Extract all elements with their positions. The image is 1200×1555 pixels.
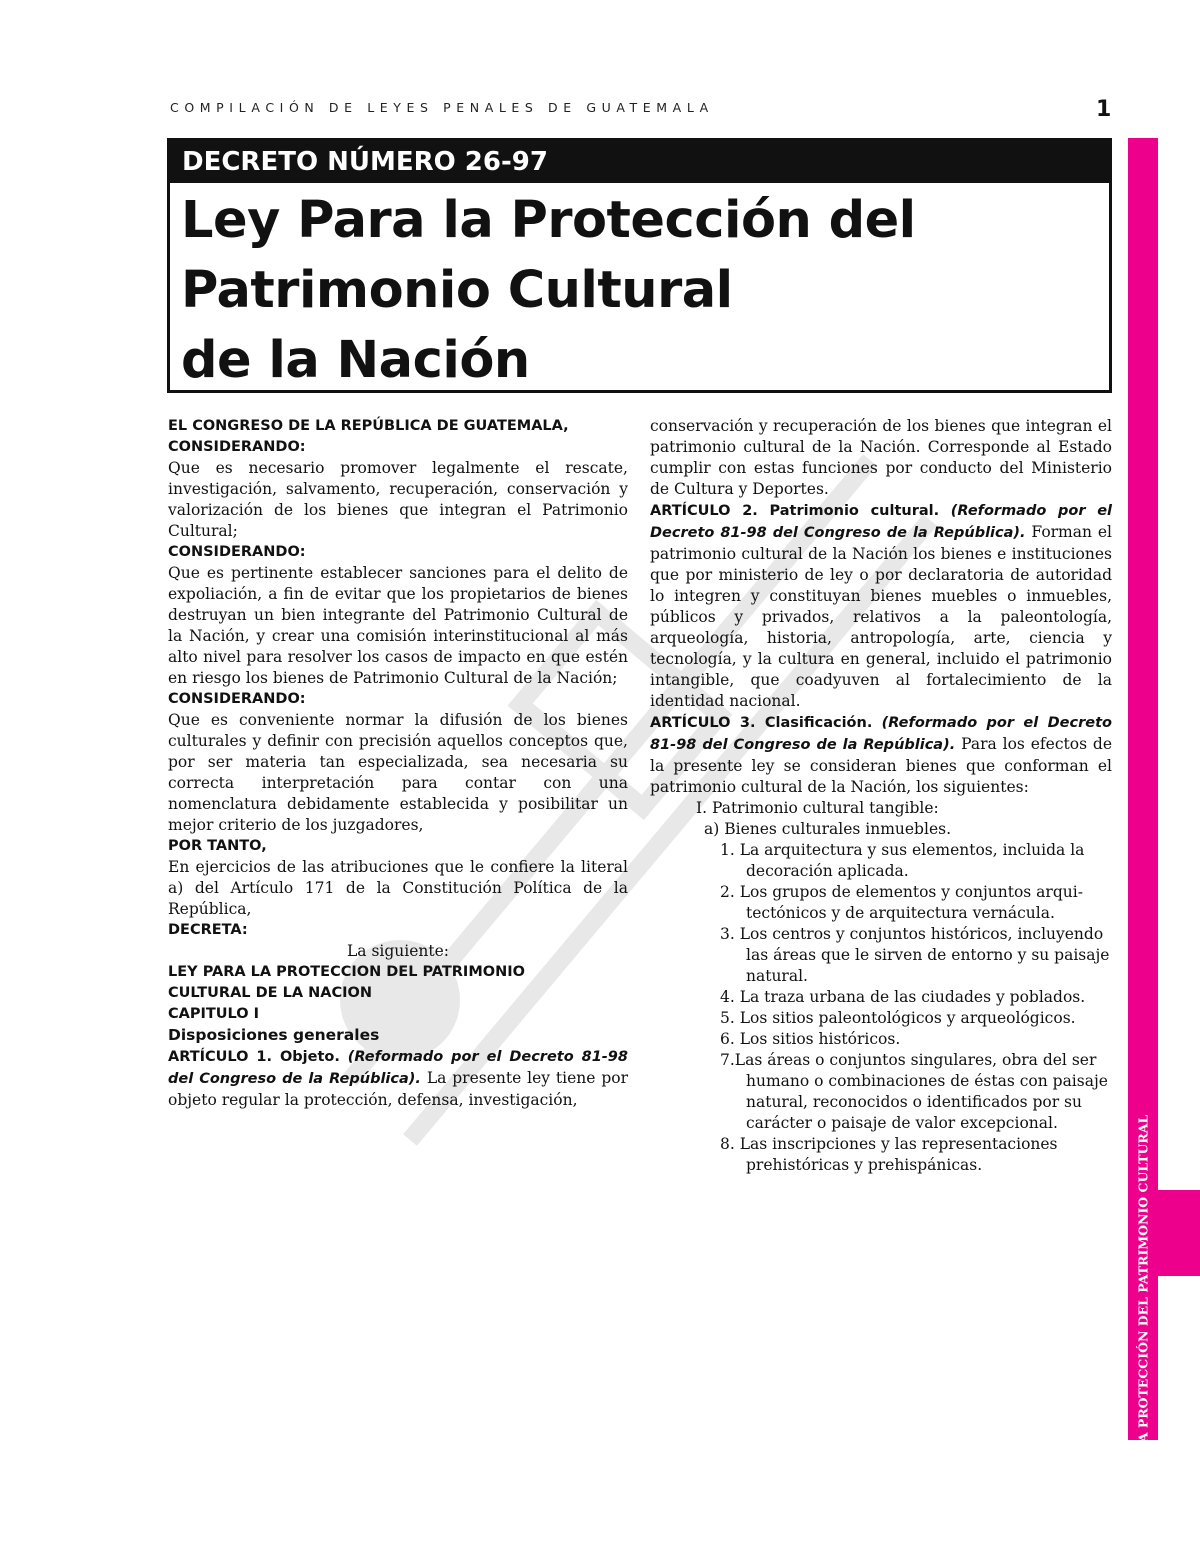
page-number: 1: [1096, 97, 1112, 122]
running-header: COMPILACIÓN DE LEYES PENALES DE GUATEMALA: [170, 100, 714, 115]
list-item: 7.Las áreas o conjuntos singulares, obra del ser humano o combinaciones de éstas con paisaje natural, reconocidos o identificados por su carácter o paisaje de valor excepcional.: [720, 1051, 1108, 1132]
law-title-line-2: Patrimonio Cultural: [181, 261, 733, 320]
list-item: 3. Los centros y conjuntos históricos, incluyendo las áreas que le sirven de entorno y su paisaje natural.: [720, 925, 1110, 985]
por-tanto-heading: POR TANTO,: [168, 838, 267, 854]
article-3-reform-note: (Reformado por el Decreto 81-98 del Congreso de la República).: [650, 715, 1112, 753]
subsection-heading: a) Bienes culturales inmuebles.: [704, 820, 951, 838]
article-2-text: Forman el patrimonio cultural de la Nación los bienes e instituciones que por ministerio de ley o por declaratoria de autoridad lo integren y constituyan bienes muebles o inmuebles, públicos y privados, relativos a la paleontología, arqueología, historia, antropología, arte, ciencia y tecnología, y la cultura en general, incluido el patrimonio intangible, que coadyuven al fortalecimiento de la identidad nacional.: [650, 523, 1112, 710]
section-heading: I. Patrimonio cultural tangible:: [696, 799, 939, 817]
list-item: 8. Las inscripciones y las representaciones prehistóricas y prehispánicas.: [720, 1135, 1058, 1174]
decreta-heading: DECRETA:: [168, 922, 248, 938]
law-title: [170, 183, 1109, 396]
article-1-label: ARTÍCULO 1. Objeto.: [168, 1049, 340, 1065]
article-2-reform-note: (Reformado por el Decreto 81-98 del Congreso de la República).: [650, 503, 1113, 541]
considerando-paragraph: Que es necesario promover legalmente el rescate, investigación, salvamento, recuperación, conservación y valorización de los bienes que integran el Patrimonio Cultural;: [168, 459, 628, 540]
la-siguiente-text: La siguiente:: [346, 942, 449, 960]
list-item: 2. Los grupos de elementos y conjuntos arquitectónicos y de arquitectura vernácula.: [720, 883, 1083, 922]
decree-number: DECRETO NÚMERO 26-97: [170, 141, 1109, 183]
article-2-label: ARTÍCULO 2. Patrimonio cultural.: [650, 503, 940, 519]
article-3-label: ARTÍCULO 3. Clasificación.: [650, 715, 873, 731]
considerando-heading: CONSIDERANDO:: [168, 544, 306, 560]
law-name-line-1: LEY PARA LA PROTECCION DEL PATRIMONIO: [168, 964, 525, 980]
side-tab-marker: [1158, 1190, 1200, 1276]
list-item: 5. Los sitios paleontológicos y arqueológicos.: [720, 1009, 1076, 1027]
side-running-label: LEY PARA LA PROTECCIÓN DEL PATRIMONIO CULTURAL: [1135, 1114, 1151, 1526]
article-1-continuation: conservación y recuperación de los bienes que integran el patrimonio cultural de la Nación. Corresponde al Estado cumplir con estas funciones por conducto del Ministerio de Cultura y Deportes.: [650, 417, 1112, 498]
list-item: 4. La traza urbana de las ciudades y poblados.: [720, 988, 1086, 1006]
right-column: [650, 416, 1112, 1176]
article-1-paragraph: [168, 1046, 628, 1111]
considerando-paragraph: Que es conveniente normar la difusión de los bienes culturales y definir con precisión aquellos conceptos que, por ser materia tan especializada, sea necesaria su correcta interpretación para contar con una nomenclatura debidamente establecida y posibilitar un mejor criterio de los juzgadores,: [168, 711, 628, 834]
article-1-reform-note: (Reformado por el Decreto 81-98 del Congreso de la República).: [168, 1049, 628, 1087]
article-1-text: La presente ley tiene por objeto regular la protección, defensa, investigación,: [168, 1069, 628, 1109]
considerando-paragraph: Que es pertinente establecer sanciones para el delito de expoliación, a fin de evitar que los propietarios de bienes destruyan un bien integrante del Patrimonio Cultural de la Nación, y crear una comisión interinstitucional al más alto nivel para resolver los casos de impacto en que estén en riesgo los bienes de Patrimonio Cultural de la Nación;: [168, 564, 628, 687]
congress-heading: EL CONGRESO DE LA REPÚBLICA DE GUATEMALA,: [168, 418, 569, 434]
chapter-heading: CAPITULO I: [168, 1006, 260, 1022]
list-item: 1. La arquitectura y sus elementos, incluida la decoración aplicada.: [720, 841, 1085, 880]
law-title-line-3: de la Nación: [181, 331, 530, 390]
article-3-text: Para los efectos de la presente ley se consideran bienes que conforman el patrimonio cultural de la Nación, los siguientes:: [650, 735, 1113, 796]
article-2-paragraph: [650, 500, 1112, 712]
left-column: [168, 416, 628, 1111]
list-item: 6. Los sitios históricos.: [720, 1030, 901, 1048]
considerando-heading: CONSIDERANDO:: [168, 439, 306, 455]
chapter-title: Disposiciones generales: [168, 1026, 380, 1044]
article-3-paragraph: [650, 712, 1112, 798]
considerando-heading: CONSIDERANDO:: [168, 691, 306, 707]
attributions-paragraph: En ejercicios de las atribuciones que le confiere la literal a) del Artículo 171 de la Constitución Política de la República,: [168, 858, 628, 918]
law-title-line-1: Ley Para la Protección del: [181, 191, 916, 250]
law-name-line-2: CULTURAL DE LA NACION: [168, 985, 372, 1001]
title-box: [167, 138, 1112, 393]
